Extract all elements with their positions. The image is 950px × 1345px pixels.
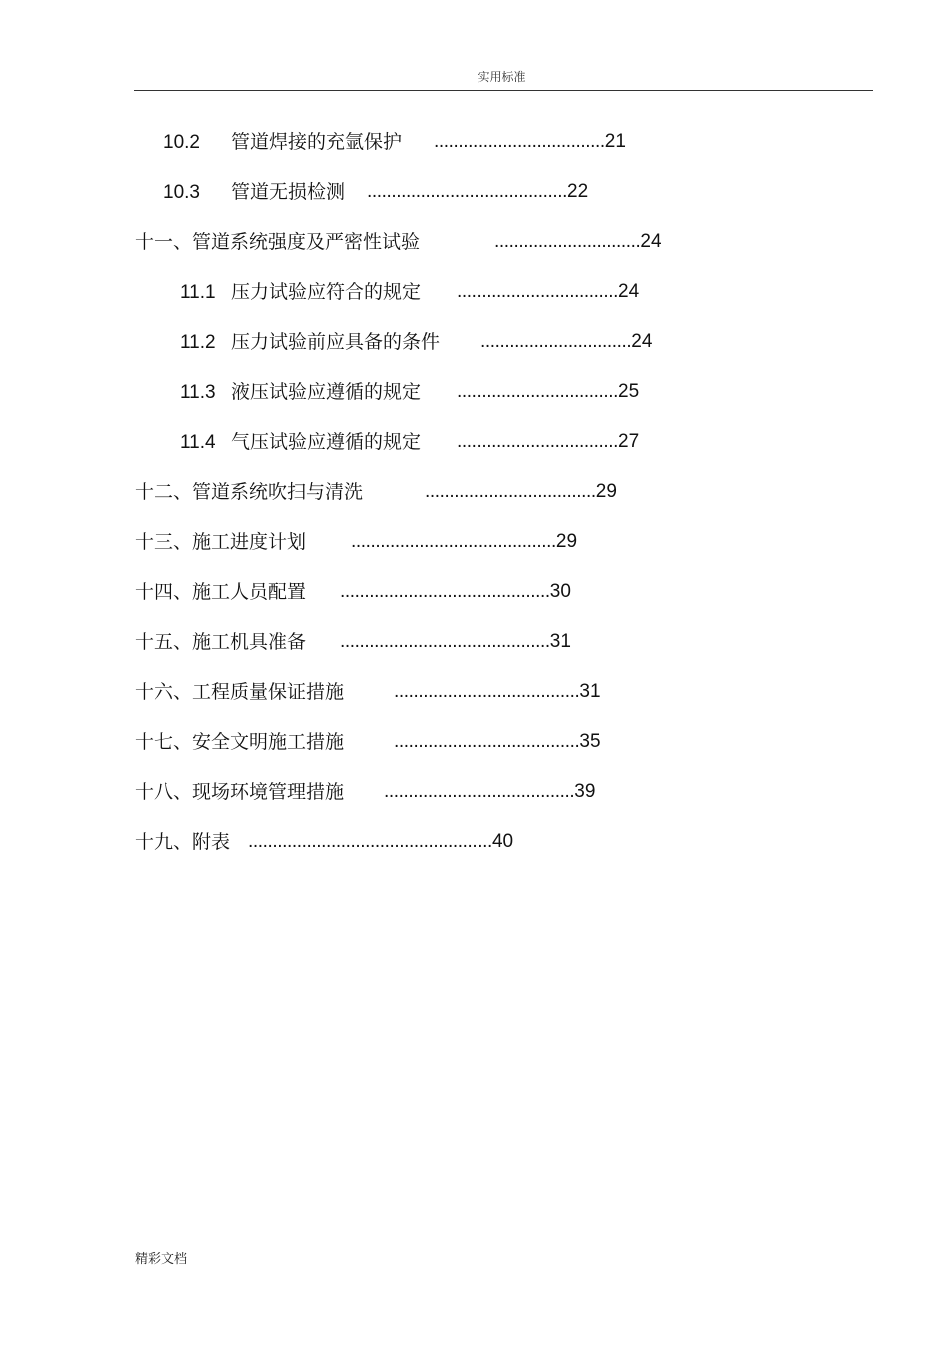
toc-entry-chapter-14[interactable] [0, 575, 950, 625]
header-divider [134, 90, 873, 91]
toc-title: 十四、施工人员配置 [135, 581, 307, 603]
toc-title: 液压试验应遵循的规定 [231, 381, 422, 403]
toc-entry-chapter-19[interactable] [0, 825, 950, 875]
toc-leader [434, 125, 626, 159]
toc-leader [457, 375, 639, 409]
toc-section-number: 11.2 [180, 332, 216, 353]
toc-page-number: 35 [579, 731, 601, 752]
toc-leader [340, 625, 571, 659]
toc-dots: ....................................... [384, 781, 575, 802]
toc-title: 压力试验应符合的规定 [231, 281, 422, 303]
toc-title: 十二、管道系统吹扫与清洗 [135, 481, 364, 503]
toc-page-number: 29 [595, 481, 617, 502]
toc-leader [394, 725, 601, 759]
toc-entry-chapter-18[interactable] [0, 775, 950, 825]
toc-dots: .......................................... [351, 531, 556, 552]
toc-title: 管道无损检测 [231, 181, 346, 203]
toc-leader [457, 275, 639, 309]
toc-page-number: 31 [579, 681, 601, 702]
toc-dots: .................................................. [248, 831, 492, 852]
toc-entry-chapter-12[interactable] [0, 475, 950, 525]
toc-dots: ................................. [457, 381, 619, 402]
toc-entry-10-2[interactable] [0, 125, 950, 175]
toc-dots: ................................. [457, 281, 619, 302]
toc-dots: .............................. [494, 231, 641, 252]
page-footer: 精彩文档 [135, 1252, 188, 1267]
toc-leader [367, 175, 588, 209]
toc-page-number: 29 [555, 531, 578, 552]
toc-leader [457, 425, 639, 459]
toc-section-number: 11.3 [180, 382, 216, 403]
toc-entry-chapter-17[interactable] [0, 725, 950, 775]
toc-dots: ............................... [480, 331, 632, 352]
toc-dots: ...................................... [394, 681, 580, 702]
toc-entry-chapter-16[interactable] [0, 675, 950, 725]
toc-leader [480, 325, 652, 359]
toc-section-number: 11.1 [180, 282, 216, 303]
toc-page-number: 21 [604, 131, 626, 152]
toc-dots: ................................... [425, 481, 596, 502]
toc-entry-10-3[interactable] [0, 175, 950, 225]
toc-entry-11-2[interactable] [0, 325, 950, 375]
toc-entry-11-3[interactable] [0, 375, 950, 425]
toc-page-number: 24 [640, 231, 662, 252]
page-header: 实用标准 [477, 70, 526, 84]
toc-entry-chapter-15[interactable] [0, 625, 950, 675]
toc-leader [394, 675, 601, 709]
toc-page-number: 24 [618, 281, 640, 302]
toc-page-number: 40 [491, 831, 514, 852]
toc-title: 十三、施工进度计划 [135, 531, 307, 553]
toc-page-number: 31 [549, 631, 571, 652]
toc-title: 十九、附表 [135, 831, 231, 853]
toc-leader [248, 825, 513, 859]
toc-leader [384, 775, 595, 809]
toc-entry-chapter-11[interactable] [0, 225, 950, 275]
toc-dots: ......................................... [367, 181, 568, 202]
table-of-contents [0, 125, 950, 875]
toc-title: 十一、管道系统强度及严密性试验 [135, 231, 421, 253]
toc-dots: ........................................... [340, 581, 550, 602]
toc-leader [351, 525, 577, 559]
toc-page-number: 39 [574, 781, 596, 802]
toc-page-number: 25 [618, 381, 640, 402]
toc-leader [425, 475, 617, 509]
toc-leader [340, 575, 571, 609]
toc-title: 管道焊接的充氩保护 [231, 131, 403, 153]
toc-section-number: 11.4 [180, 432, 216, 453]
toc-title: 十六、工程质量保证措施 [135, 681, 345, 703]
toc-entry-11-1[interactable] [0, 275, 950, 325]
toc-section-number: 10.3 [163, 182, 200, 203]
toc-entry-chapter-13[interactable] [0, 525, 950, 575]
toc-page-number: 30 [549, 581, 571, 602]
toc-entry-11-4[interactable] [0, 425, 950, 475]
toc-title: 压力试验前应具备的条件 [231, 331, 441, 353]
toc-page-number: 22 [567, 181, 589, 202]
toc-section-number: 10.2 [163, 132, 200, 153]
toc-dots: ........................................... [340, 631, 550, 652]
toc-title: 十七、安全文明施工措施 [135, 731, 345, 753]
toc-dots: ................................. [457, 431, 619, 452]
toc-dots: ................................... [434, 131, 605, 152]
toc-page-number: 27 [618, 431, 640, 452]
toc-leader [494, 225, 662, 259]
toc-title: 十八、现场环境管理措施 [135, 781, 345, 803]
toc-title: 十五、施工机具准备 [135, 631, 307, 653]
toc-dots: ...................................... [394, 731, 580, 752]
toc-title: 气压试验应遵循的规定 [231, 431, 422, 453]
toc-page-number: 24 [631, 331, 653, 352]
